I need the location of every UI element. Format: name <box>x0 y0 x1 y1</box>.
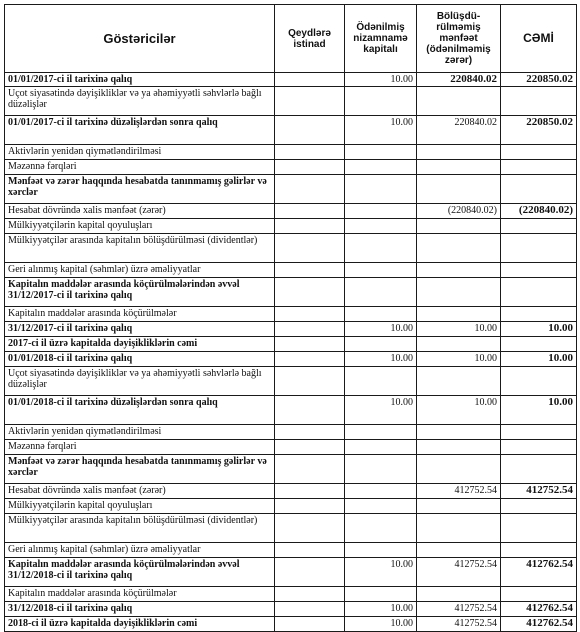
row-note <box>275 160 345 175</box>
row-note <box>275 367 345 396</box>
row-total: 412752.54 <box>501 484 577 499</box>
table-row <box>5 204 577 219</box>
row-total <box>501 145 577 160</box>
table-row <box>5 116 577 145</box>
row-retained: 10.00 <box>417 322 501 337</box>
row-note <box>275 352 345 367</box>
table-row <box>5 175 577 204</box>
row-note <box>275 219 345 234</box>
row-note <box>275 322 345 337</box>
row-retained <box>417 145 501 160</box>
row-label: 31/12/2018-ci il tarixinə qalıq <box>5 602 275 617</box>
row-capital <box>345 367 417 396</box>
row-retained: (220840.02) <box>417 204 501 219</box>
table-row <box>5 145 577 160</box>
row-capital: 10.00 <box>345 396 417 425</box>
row-note <box>275 396 345 425</box>
row-label: Mülkiyyətçilər arasında kapitalın bölüşdürülməsi (dividentlər) <box>5 514 275 543</box>
row-label: Kapitalın maddələr arasında köçürülmələr <box>5 587 275 602</box>
row-note <box>275 617 345 632</box>
row-note <box>275 543 345 558</box>
row-retained <box>417 455 501 484</box>
row-capital <box>345 514 417 543</box>
row-retained <box>417 440 501 455</box>
row-retained: 412752.54 <box>417 617 501 632</box>
row-capital <box>345 455 417 484</box>
table-row <box>5 396 577 425</box>
row-label: Məzənnə fərqləri <box>5 160 275 175</box>
row-retained <box>417 160 501 175</box>
table-row <box>5 425 577 440</box>
row-note <box>275 337 345 352</box>
table-row <box>5 440 577 455</box>
row-label: Aktivlərin yenidən qiymətləndirilməsi <box>5 145 275 160</box>
row-capital <box>345 278 417 307</box>
row-total: 412762.54 <box>501 602 577 617</box>
table-row <box>5 219 577 234</box>
row-label: Mənfəət və zərər haqqında hesabatda tanınmamış gəlirlər və xərclər <box>5 455 275 484</box>
table-row <box>5 160 577 175</box>
row-capital <box>345 440 417 455</box>
row-total <box>501 499 577 514</box>
row-retained <box>417 337 501 352</box>
row-total <box>501 175 577 204</box>
row-total <box>501 455 577 484</box>
row-total <box>501 307 577 322</box>
row-note <box>275 514 345 543</box>
row-total <box>501 440 577 455</box>
equity-changes-table <box>4 4 577 632</box>
table-row <box>5 587 577 602</box>
table-row <box>5 263 577 278</box>
row-capital: 10.00 <box>345 558 417 587</box>
row-capital <box>345 263 417 278</box>
row-label: 01/01/2017-ci il tarixinə qalıq <box>5 73 275 87</box>
row-note <box>275 175 345 204</box>
row-note <box>275 499 345 514</box>
row-label: 31/12/2017-ci il tarixinə qalıq <box>5 322 275 337</box>
row-capital <box>345 175 417 204</box>
table-row <box>5 322 577 337</box>
row-total: 412762.54 <box>501 558 577 587</box>
row-retained <box>417 234 501 263</box>
row-capital <box>345 219 417 234</box>
row-retained: 412752.54 <box>417 602 501 617</box>
table-row <box>5 73 577 87</box>
table-row <box>5 455 577 484</box>
row-label: 2018-ci il üzrə kapitalda dəyişikliklərin cəmi <box>5 617 275 632</box>
row-total <box>501 587 577 602</box>
row-note <box>275 440 345 455</box>
row-label: Kapitalın maddələr arasında köçürülmələrindən əvvəl 31/12/2018-ci il tarixinə qalıq <box>5 558 275 587</box>
row-note <box>275 602 345 617</box>
row-note <box>275 587 345 602</box>
row-retained <box>417 587 501 602</box>
row-capital: 10.00 <box>345 602 417 617</box>
table-row <box>5 602 577 617</box>
header-retained: Bölüşdü-rülməmiş mənfəət (ödənilməmiş zərər) <box>417 5 501 73</box>
row-label: 01/01/2018-ci il tarixinə düzəlişlərdən sonra qalıq <box>5 396 275 425</box>
row-retained: 220840.02 <box>417 73 501 87</box>
row-note <box>275 558 345 587</box>
row-total <box>501 87 577 116</box>
row-note <box>275 263 345 278</box>
row-capital <box>345 543 417 558</box>
row-capital <box>345 587 417 602</box>
row-label: Uçot siyasətində dəyişikliklər və ya əhəmiyyətli səhvlərlə bağlı düzəlişlər <box>5 87 275 116</box>
table-row <box>5 307 577 322</box>
row-capital <box>345 337 417 352</box>
row-retained <box>417 278 501 307</box>
row-label: Məzənnə fərqləri <box>5 440 275 455</box>
row-retained: 412752.54 <box>417 558 501 587</box>
row-total <box>501 278 577 307</box>
row-capital <box>345 160 417 175</box>
table-row <box>5 558 577 587</box>
row-label: Hesabat dövründə xalis mənfəət (zərər) <box>5 484 275 499</box>
table-row <box>5 87 577 116</box>
row-retained <box>417 514 501 543</box>
row-capital <box>345 234 417 263</box>
row-note <box>275 73 345 87</box>
row-total <box>501 367 577 396</box>
row-capital <box>345 499 417 514</box>
row-total: 10.00 <box>501 322 577 337</box>
row-capital <box>345 145 417 160</box>
row-retained: 10.00 <box>417 396 501 425</box>
row-label: Uçot siyasətində dəyişikliklər və ya əhəmiyyətli səhvlərlə bağlı düzəlişlər <box>5 367 275 396</box>
row-capital: 10.00 <box>345 73 417 87</box>
row-note <box>275 425 345 440</box>
row-label: Mənfəət və zərər haqqında hesabatda tanınmamış gəlirlər və xərclər <box>5 175 275 204</box>
row-label: Mülkiyyətçilərin kapital qoyuluşları <box>5 499 275 514</box>
row-capital: 10.00 <box>345 352 417 367</box>
header-capital: Ödənilmiş nizamnamə kapitalı <box>345 5 417 73</box>
table-row <box>5 514 577 543</box>
row-label: 01/01/2017-ci il tarixinə düzəlişlərdən sonra qalıq <box>5 116 275 145</box>
row-note <box>275 116 345 145</box>
row-note <box>275 145 345 160</box>
row-total <box>501 543 577 558</box>
row-total: 412762.54 <box>501 617 577 632</box>
row-capital <box>345 425 417 440</box>
row-retained: 220840.02 <box>417 116 501 145</box>
row-capital: 10.00 <box>345 322 417 337</box>
row-capital <box>345 307 417 322</box>
row-total: 10.00 <box>501 352 577 367</box>
row-note <box>275 278 345 307</box>
row-capital: 10.00 <box>345 617 417 632</box>
table-row <box>5 367 577 396</box>
header-total: CƏMİ <box>501 5 577 73</box>
row-label: Mülkiyyətçilərin kapital qoyuluşları <box>5 219 275 234</box>
row-total: 220850.02 <box>501 116 577 145</box>
row-capital <box>345 484 417 499</box>
row-note <box>275 484 345 499</box>
row-total: (220840.02) <box>501 204 577 219</box>
table-row <box>5 352 577 367</box>
row-total <box>501 219 577 234</box>
row-retained <box>417 219 501 234</box>
row-label: Geri alınmış kapital (səhmlər) üzrə əməliyyatlar <box>5 263 275 278</box>
row-total <box>501 263 577 278</box>
row-note <box>275 204 345 219</box>
table-body <box>5 73 577 632</box>
row-capital <box>345 87 417 116</box>
row-retained: 412752.54 <box>417 484 501 499</box>
row-retained <box>417 263 501 278</box>
table-row <box>5 617 577 632</box>
row-total: 220850.02 <box>501 73 577 87</box>
row-retained <box>417 307 501 322</box>
table-row <box>5 499 577 514</box>
row-retained <box>417 499 501 514</box>
table-row <box>5 337 577 352</box>
row-total <box>501 337 577 352</box>
table-row <box>5 234 577 263</box>
row-capital: 10.00 <box>345 116 417 145</box>
row-label: Geri alınmış kapital (səhmlər) üzrə əməliyyatlar <box>5 543 275 558</box>
row-note <box>275 234 345 263</box>
row-retained <box>417 543 501 558</box>
table-row <box>5 543 577 558</box>
row-capital <box>345 204 417 219</box>
row-retained <box>417 367 501 396</box>
row-label: 01/01/2018-ci il tarixinə qalıq <box>5 352 275 367</box>
row-total <box>501 514 577 543</box>
table-row <box>5 484 577 499</box>
row-note <box>275 307 345 322</box>
table-row <box>5 278 577 307</box>
row-retained <box>417 87 501 116</box>
row-total <box>501 234 577 263</box>
row-label: Kapitalın maddələr arasında köçürülmələrindən əvvəl 31/12/2017-ci il tarixinə qalıq <box>5 278 275 307</box>
row-label: Hesabat dövründə xalis mənfəət (zərər) <box>5 204 275 219</box>
row-retained: 10.00 <box>417 352 501 367</box>
row-note <box>275 455 345 484</box>
row-total <box>501 425 577 440</box>
row-note <box>275 87 345 116</box>
row-retained <box>417 425 501 440</box>
row-label: 2017-ci il üzrə kapitalda dəyişikliklərin cəmi <box>5 337 275 352</box>
row-label: Mülkiyyətçilər arasında kapitalın bölüşdürülməsi (dividentlər) <box>5 234 275 263</box>
header-note: Qeydlərə istinad <box>275 5 345 73</box>
row-total <box>501 160 577 175</box>
row-total: 10.00 <box>501 396 577 425</box>
table-header-row <box>5 5 577 73</box>
row-label: Kapitalın maddələr arasında köçürülmələr <box>5 307 275 322</box>
row-label: Aktivlərin yenidən qiymətləndirilməsi <box>5 425 275 440</box>
header-indicator: Göstəricilər <box>5 5 275 73</box>
row-retained <box>417 175 501 204</box>
